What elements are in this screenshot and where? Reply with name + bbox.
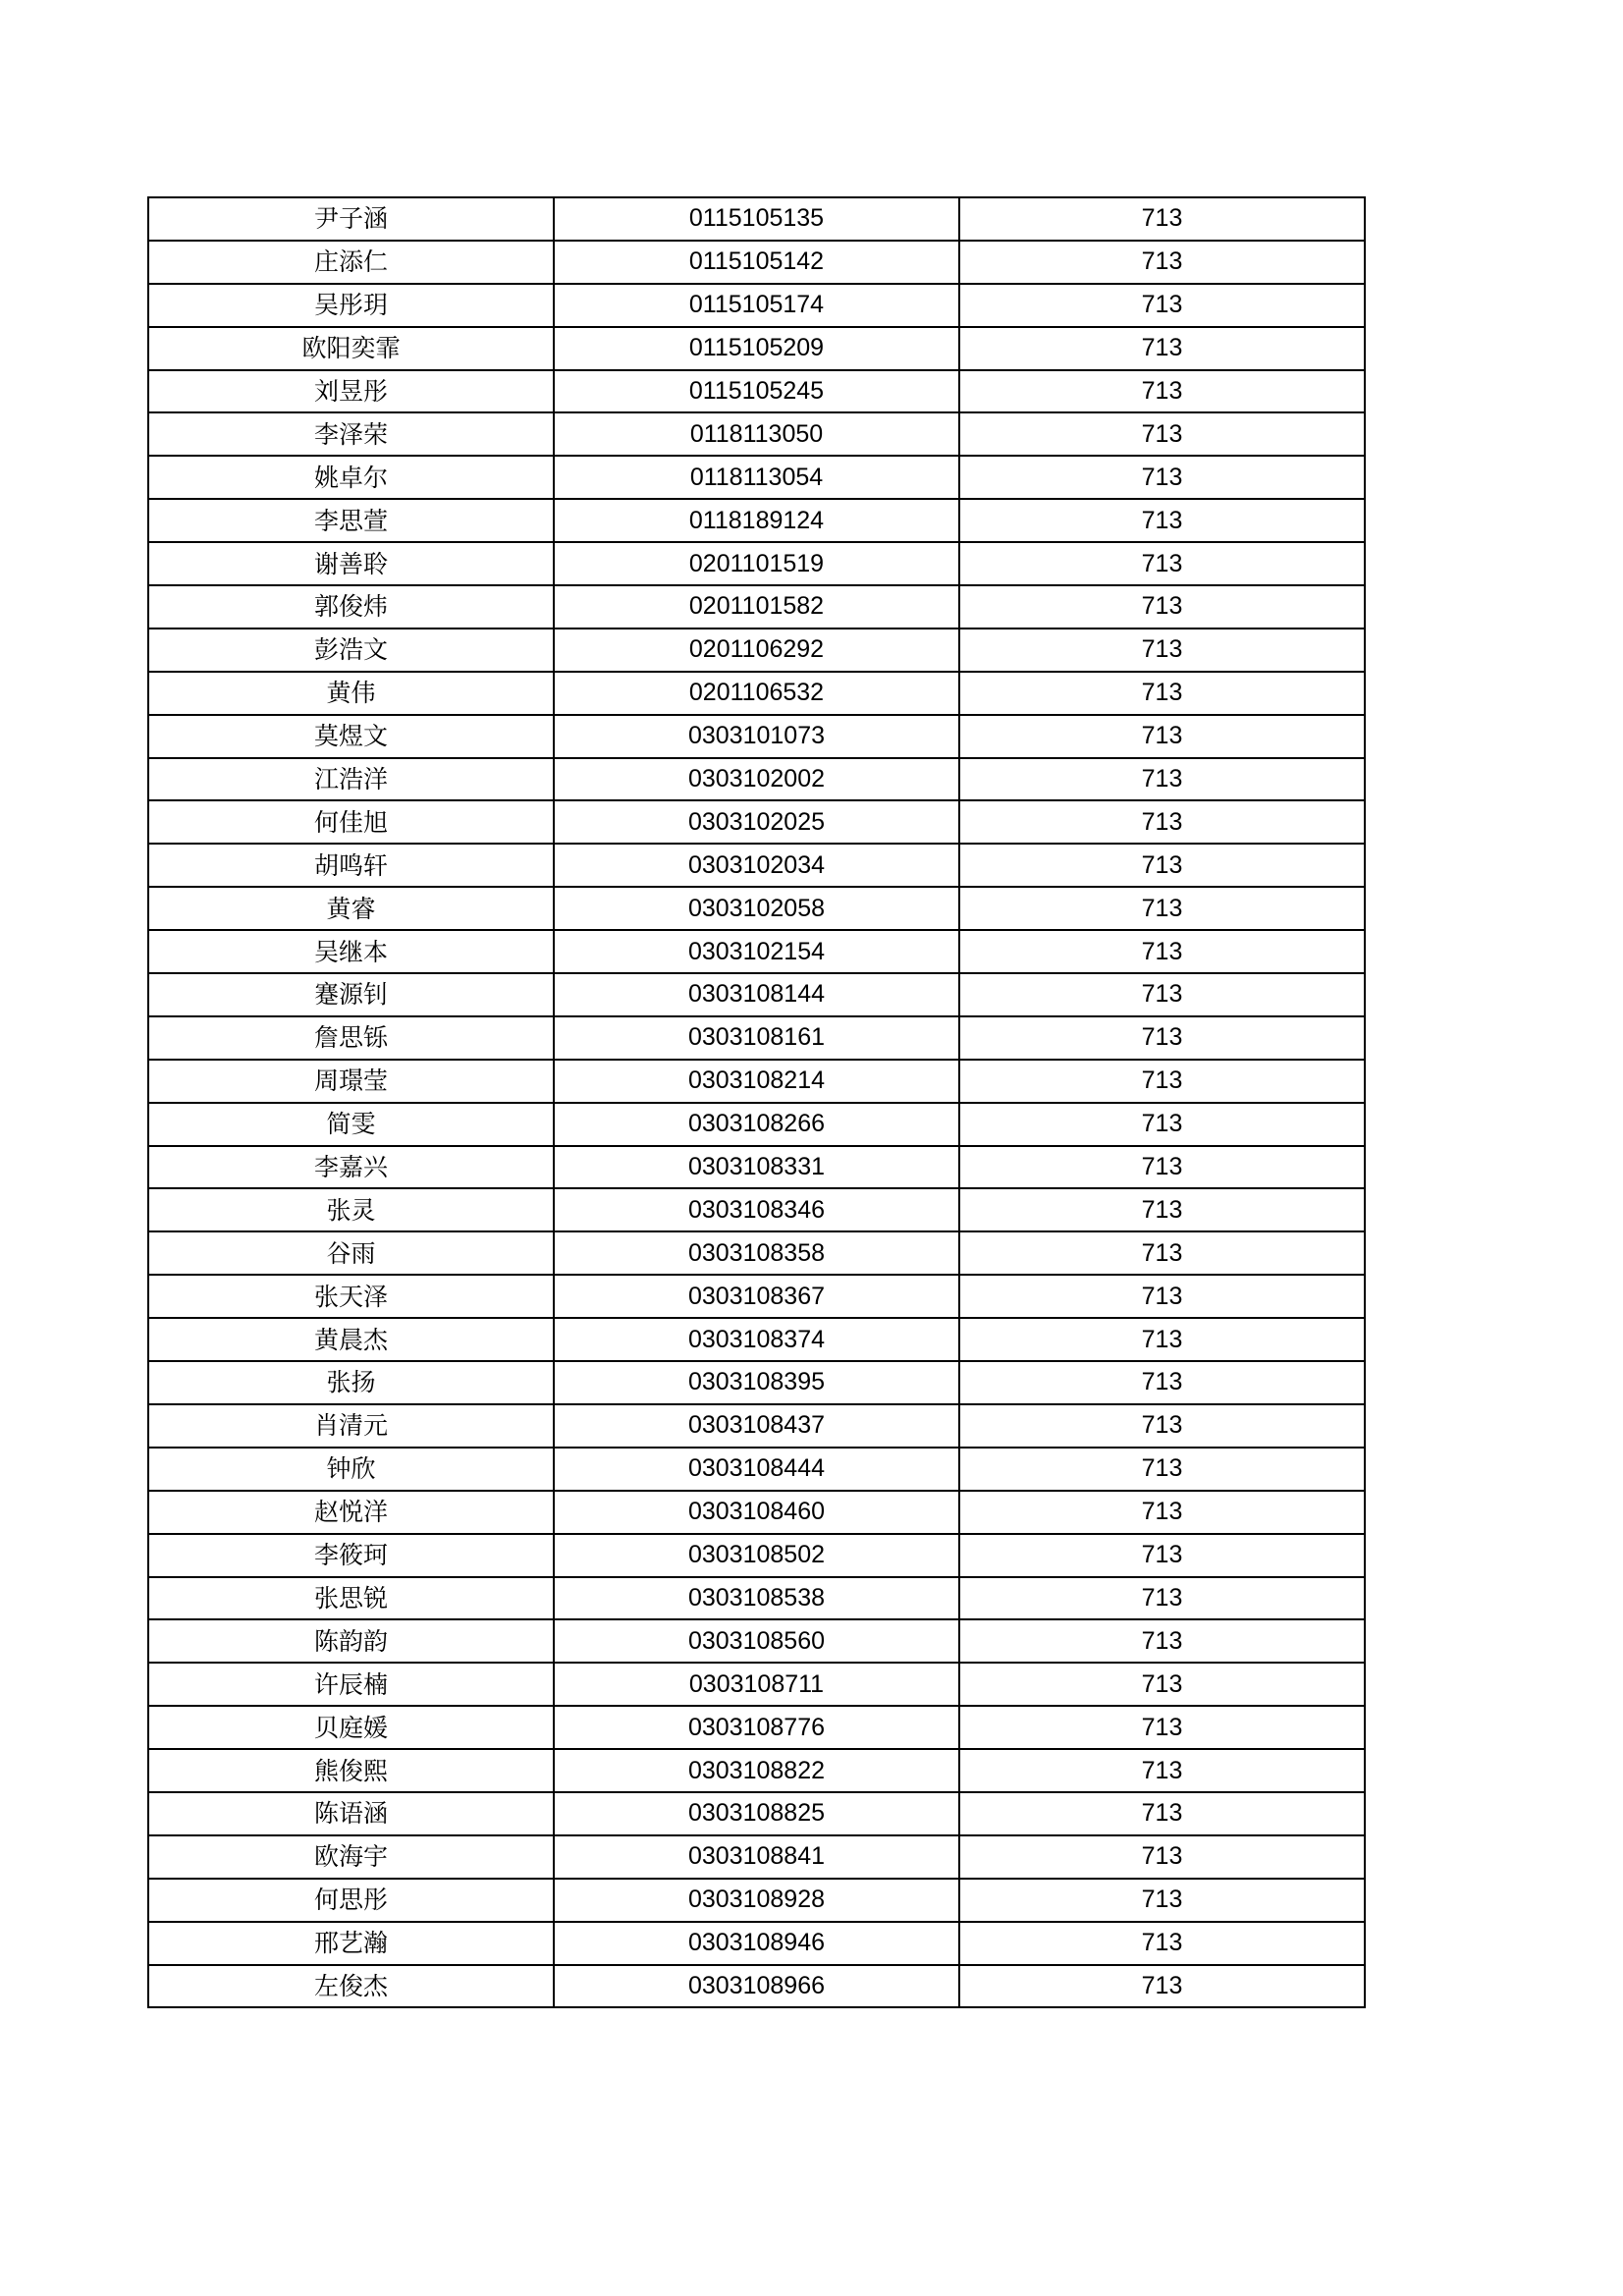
table-row: [148, 973, 1365, 1016]
table-row: [148, 1361, 1365, 1404]
name-cell: 黄伟: [148, 672, 554, 715]
code-cell: 713: [959, 1275, 1365, 1318]
id-cell: 0201101582: [554, 585, 959, 629]
code-cell: 713: [959, 672, 1365, 715]
name-cell: 蹇源钊: [148, 973, 554, 1016]
name-cell: 简雯: [148, 1103, 554, 1146]
table-row: [148, 1619, 1365, 1663]
table-row: [148, 1060, 1365, 1103]
code-cell: 713: [959, 542, 1365, 585]
name-cell: 尹子涵: [148, 197, 554, 241]
table-row: [148, 327, 1365, 370]
name-cell: 彭浩文: [148, 629, 554, 672]
roster-table: [147, 196, 1366, 2008]
table-row: [148, 1318, 1365, 1361]
name-cell: 胡鸣轩: [148, 844, 554, 887]
table-row: [148, 1792, 1365, 1835]
code-cell: 713: [959, 1103, 1365, 1146]
code-cell: 713: [959, 1835, 1365, 1879]
table-row: [148, 1231, 1365, 1275]
id-cell: 0201106532: [554, 672, 959, 715]
id-cell: 0303108538: [554, 1577, 959, 1620]
id-cell: 0303108825: [554, 1792, 959, 1835]
id-cell: 0303108966: [554, 1965, 959, 2008]
table-row: [148, 499, 1365, 542]
name-cell: 邢艺瀚: [148, 1922, 554, 1965]
name-cell: 张灵: [148, 1188, 554, 1231]
table-row: [148, 1706, 1365, 1749]
id-cell: 0303108560: [554, 1619, 959, 1663]
table-row: [148, 887, 1365, 930]
code-cell: 713: [959, 412, 1365, 456]
id-cell: 0303108367: [554, 1275, 959, 1318]
code-cell: 713: [959, 973, 1365, 1016]
table-row: [148, 1879, 1365, 1922]
id-cell: 0303102002: [554, 758, 959, 801]
id-cell: 0303108928: [554, 1879, 959, 1922]
table-row: [148, 284, 1365, 327]
table-row: [148, 1835, 1365, 1879]
id-cell: 0303108841: [554, 1835, 959, 1879]
code-cell: 713: [959, 327, 1365, 370]
table-row: [148, 1404, 1365, 1448]
name-cell: 许辰楠: [148, 1663, 554, 1706]
code-cell: 713: [959, 1577, 1365, 1620]
name-cell: 熊俊熙: [148, 1749, 554, 1792]
id-cell: 0201106292: [554, 629, 959, 672]
id-cell: 0303108502: [554, 1534, 959, 1577]
code-cell: 713: [959, 1016, 1365, 1060]
id-cell: 0303108711: [554, 1663, 959, 1706]
code-cell: 713: [959, 1060, 1365, 1103]
code-cell: 713: [959, 1146, 1365, 1189]
id-cell: 0118113050: [554, 412, 959, 456]
id-cell: 0303108437: [554, 1404, 959, 1448]
code-cell: 713: [959, 800, 1365, 844]
id-cell: 0115105209: [554, 327, 959, 370]
id-cell: 0303108144: [554, 973, 959, 1016]
name-cell: 詹思铄: [148, 1016, 554, 1060]
code-cell: 713: [959, 887, 1365, 930]
name-cell: 李嘉兴: [148, 1146, 554, 1189]
id-cell: 0303108161: [554, 1016, 959, 1060]
code-cell: 713: [959, 1663, 1365, 1706]
name-cell: 吴继本: [148, 930, 554, 973]
name-cell: 姚卓尔: [148, 456, 554, 499]
table-row: [148, 585, 1365, 629]
table-row: [148, 197, 1365, 241]
id-cell: 0303108331: [554, 1146, 959, 1189]
code-cell: 713: [959, 1792, 1365, 1835]
id-cell: 0303108266: [554, 1103, 959, 1146]
code-cell: 713: [959, 1965, 1365, 2008]
name-cell: 左俊杰: [148, 1965, 554, 2008]
name-cell: 李筱珂: [148, 1534, 554, 1577]
name-cell: 黄晨杰: [148, 1318, 554, 1361]
name-cell: 欧海宇: [148, 1835, 554, 1879]
code-cell: 713: [959, 930, 1365, 973]
code-cell: 713: [959, 1318, 1365, 1361]
name-cell: 黄睿: [148, 887, 554, 930]
name-cell: 李思萱: [148, 499, 554, 542]
id-cell: 0118113054: [554, 456, 959, 499]
name-cell: 谢善聆: [148, 542, 554, 585]
table-row: [148, 370, 1365, 413]
id-cell: 0115105245: [554, 370, 959, 413]
name-cell: 谷雨: [148, 1231, 554, 1275]
name-cell: 钟欣: [148, 1448, 554, 1491]
table-row: [148, 1275, 1365, 1318]
code-cell: 713: [959, 1619, 1365, 1663]
name-cell: 李泽荣: [148, 412, 554, 456]
table-row: [148, 1146, 1365, 1189]
code-cell: 713: [959, 1188, 1365, 1231]
code-cell: 713: [959, 1706, 1365, 1749]
code-cell: 713: [959, 241, 1365, 284]
id-cell: 0303108346: [554, 1188, 959, 1231]
name-cell: 庄添仁: [148, 241, 554, 284]
table-row: [148, 1103, 1365, 1146]
code-cell: 713: [959, 1448, 1365, 1491]
id-cell: 0303102154: [554, 930, 959, 973]
id-cell: 0115105142: [554, 241, 959, 284]
code-cell: 713: [959, 456, 1365, 499]
table-row: [148, 1534, 1365, 1577]
name-cell: 刘昱彤: [148, 370, 554, 413]
code-cell: 713: [959, 758, 1365, 801]
code-cell: 713: [959, 629, 1365, 672]
table-row: [148, 1016, 1365, 1060]
code-cell: 713: [959, 1922, 1365, 1965]
name-cell: 何佳旭: [148, 800, 554, 844]
table-row: [148, 1663, 1365, 1706]
name-cell: 江浩洋: [148, 758, 554, 801]
code-cell: 713: [959, 197, 1365, 241]
id-cell: 0303108374: [554, 1318, 959, 1361]
id-cell: 0303102034: [554, 844, 959, 887]
table-row: [148, 1965, 1365, 2008]
code-cell: 713: [959, 1231, 1365, 1275]
code-cell: 713: [959, 1749, 1365, 1792]
id-cell: 0303108776: [554, 1706, 959, 1749]
table-row: [148, 672, 1365, 715]
table-row: [148, 412, 1365, 456]
id-cell: 0115105135: [554, 197, 959, 241]
id-cell: 0303108214: [554, 1060, 959, 1103]
id-cell: 0303101073: [554, 715, 959, 758]
code-cell: 713: [959, 1534, 1365, 1577]
name-cell: 莫煜文: [148, 715, 554, 758]
name-cell: 肖清元: [148, 1404, 554, 1448]
table-row: [148, 1577, 1365, 1620]
name-cell: 张天泽: [148, 1275, 554, 1318]
table-row: [148, 629, 1365, 672]
table-row: [148, 1749, 1365, 1792]
id-cell: 0118189124: [554, 499, 959, 542]
name-cell: 郭俊炜: [148, 585, 554, 629]
id-cell: 0303108358: [554, 1231, 959, 1275]
roster-table-body: [148, 197, 1365, 2007]
name-cell: 陈韵韵: [148, 1619, 554, 1663]
code-cell: 713: [959, 284, 1365, 327]
id-cell: 0303108460: [554, 1491, 959, 1534]
table-row: [148, 800, 1365, 844]
id-cell: 0303108444: [554, 1448, 959, 1491]
table-row: [148, 930, 1365, 973]
code-cell: 713: [959, 715, 1365, 758]
id-cell: 0303108395: [554, 1361, 959, 1404]
name-cell: 吴彤玥: [148, 284, 554, 327]
table-row: [148, 1448, 1365, 1491]
name-cell: 何思彤: [148, 1879, 554, 1922]
table-row: [148, 1188, 1365, 1231]
id-cell: 0115105174: [554, 284, 959, 327]
table-row: [148, 758, 1365, 801]
id-cell: 0303108946: [554, 1922, 959, 1965]
name-cell: 贝庭媛: [148, 1706, 554, 1749]
table-row: [148, 1922, 1365, 1965]
table-row: [148, 715, 1365, 758]
name-cell: 赵悦洋: [148, 1491, 554, 1534]
code-cell: 713: [959, 1491, 1365, 1534]
code-cell: 713: [959, 585, 1365, 629]
name-cell: 周璟莹: [148, 1060, 554, 1103]
code-cell: 713: [959, 1361, 1365, 1404]
table-row: [148, 542, 1365, 585]
name-cell: 欧阳奕霏: [148, 327, 554, 370]
name-cell: 张思锐: [148, 1577, 554, 1620]
table-row: [148, 1491, 1365, 1534]
code-cell: 713: [959, 844, 1365, 887]
code-cell: 713: [959, 499, 1365, 542]
table-row: [148, 844, 1365, 887]
id-cell: 0201101519: [554, 542, 959, 585]
code-cell: 713: [959, 370, 1365, 413]
id-cell: 0303108822: [554, 1749, 959, 1792]
table-row: [148, 456, 1365, 499]
code-cell: 713: [959, 1404, 1365, 1448]
id-cell: 0303102058: [554, 887, 959, 930]
name-cell: 陈语涵: [148, 1792, 554, 1835]
table-row: [148, 241, 1365, 284]
code-cell: 713: [959, 1879, 1365, 1922]
id-cell: 0303102025: [554, 800, 959, 844]
name-cell: 张扬: [148, 1361, 554, 1404]
